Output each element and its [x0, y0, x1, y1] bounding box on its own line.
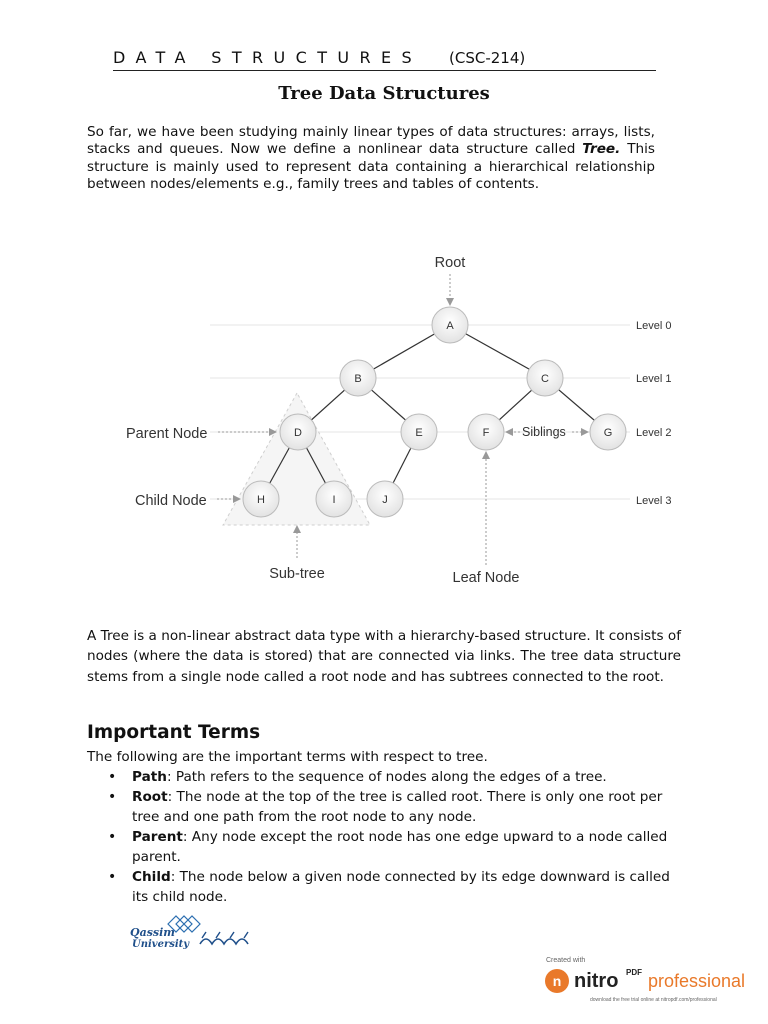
tree-node-j	[367, 481, 403, 517]
node-label: J	[382, 494, 388, 506]
subtree-label: Sub-tree	[269, 566, 325, 582]
nitro-pdf-label: PDF	[626, 968, 642, 977]
page-header	[113, 48, 656, 71]
term-name: Parent	[132, 829, 183, 845]
level-label: Level 2	[636, 427, 672, 439]
tree-diagram	[100, 240, 720, 600]
svg-text:n: n	[552, 973, 562, 989]
parent-node-label: Parent Node	[126, 426, 208, 442]
svg-text:Qassim: Qassim	[130, 926, 175, 939]
term-desc: : Path refers to the sequence of nodes along the edges of a tree.	[166, 769, 607, 785]
tree-node-b	[340, 360, 376, 396]
term-desc: : The node at the top of the tree is called root. There is only one root per tree and one path from the root node to any node.	[132, 789, 663, 825]
terms-list	[132, 767, 682, 907]
root-label: Root	[434, 255, 466, 271]
tree-node-d	[280, 414, 316, 450]
term-item-path	[132, 767, 682, 787]
leaf-node-label: Leaf Node	[452, 570, 520, 586]
term-name: Child	[132, 869, 171, 885]
term-desc: : The node below a given node connected by its edge downward is called its child node.	[132, 869, 670, 905]
node-label: C	[541, 373, 549, 385]
node-label: D	[294, 427, 302, 439]
nitro-professional: professional	[648, 971, 746, 991]
tree-definition-paragraph: A Tree is a non-linear abstract data type with a hierarchy-based structure. It consists of nodes (where the data is stored) that are connected via links. The tree data structure stems from a single node called a root node and has subtrees connected to the root.	[87, 628, 681, 685]
intro-text-before: So far, we have been studying mainly linear types of data structures: arrays, lists, stacks and queues. Now we define a nonlinear data structure called	[87, 124, 655, 158]
term-item-parent	[132, 827, 682, 867]
page-title: Tree Data Structures	[278, 83, 490, 104]
tree-node-h	[243, 481, 279, 517]
tree-node-i	[316, 481, 352, 517]
important-terms-heading: Important Terms	[87, 722, 261, 743]
term-name: Path	[132, 769, 167, 785]
nitro-pdf-watermark	[544, 955, 762, 1007]
nitro-brand: nitro	[574, 970, 619, 992]
node-label: H	[257, 494, 265, 506]
tree-node-a	[432, 307, 468, 343]
node-label: I	[332, 494, 336, 506]
node-label: E	[415, 427, 423, 439]
node-label: A	[446, 320, 454, 332]
tree-node-c	[527, 360, 563, 396]
level-label: Level 1	[636, 373, 672, 385]
tree-node-e	[401, 414, 437, 450]
intro-paragraph	[87, 124, 655, 193]
course-code: (CSC-214)	[449, 49, 526, 67]
term-name: Root	[132, 789, 168, 805]
svg-text:University: University	[132, 939, 190, 950]
course-title: DATA STRUCTURES	[113, 48, 423, 67]
level-label: Level 3	[636, 495, 672, 507]
term-item-child	[132, 867, 682, 907]
intro-text-after: This structure is mainly used to represent data containing a hierarchical relationship between nodes/elements e.g., family trees and tables of contents.	[87, 141, 655, 192]
terms-intro: The following are the important terms with respect to tree.	[87, 749, 488, 765]
term-item-root	[132, 787, 682, 827]
nitro-tagline: download the free trial online at nitropdf.com/professional	[590, 997, 717, 1003]
node-label: G	[603, 427, 613, 439]
child-node-label: Child Node	[135, 493, 207, 509]
node-label: F	[482, 427, 490, 439]
node-label: B	[354, 373, 362, 385]
tree-node-f	[468, 414, 504, 450]
level-label: Level 0	[636, 320, 672, 332]
tree-node-g	[590, 414, 626, 450]
term-desc: : Any node except the root node has one edge upward to a node called parent.	[132, 829, 668, 865]
intro-keyword: Tree.	[582, 141, 621, 158]
qassim-university-logo	[128, 914, 258, 950]
nitro-created-label: Created with	[546, 957, 586, 964]
siblings-label: Siblings	[522, 425, 566, 439]
